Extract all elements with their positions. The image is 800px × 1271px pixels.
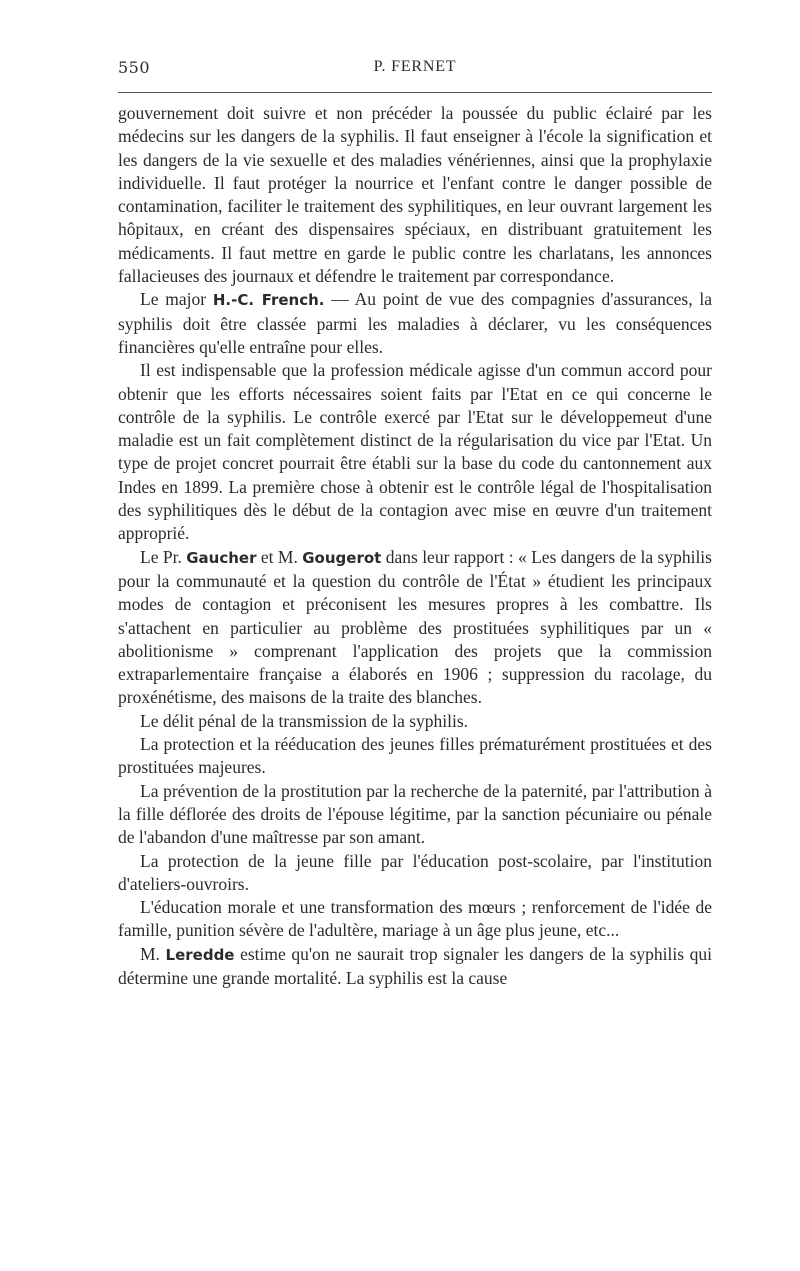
page-header <box>118 58 712 82</box>
paragraph: La protection et la rééducation des jeunes filles prématurément prostituées et des prostituées majeures. <box>118 734 712 778</box>
paragraph: Il est indispensable que la profession médicale agisse d'un commun accord pour obtenir que les efforts nécessaires soient faits par l'Etat en ce qui concerne le contrôle de la syphilis. Le contrôle exercé par l'Etat sur le développemeut d'une maladie est un fait complètement distinct de la régularisation du vice par l'Etat. Un type de projet concret pourrait être établi sur la base du code du cantonnement aux Indes en 1899. La première chose à obtenir est le contrôle légal de l'hospitalisation des syphilitiques dès le début de la contagion avec mise en œuvre d'un traitement approprié. <box>118 360 712 544</box>
running-title: P. FERNET <box>373 58 457 75</box>
paragraph-prefix: Le major <box>140 289 213 310</box>
speaker-name: Leredde <box>165 945 235 964</box>
speaker-name: Gougerot <box>302 548 382 567</box>
page-number: 550 <box>118 58 151 77</box>
paragraph <box>118 943 712 991</box>
paragraph-text: — Au point de vue des compagnies d'assurances, la syphilis doit être classée parmi les maladies à déclarer, vu les conséquences financières qu'elle entraîne pour elles. <box>118 289 712 357</box>
paragraph <box>118 546 712 710</box>
header-rule <box>118 92 712 93</box>
paragraph-text: estime qu'on ne saurait trop signaler les dangers de la syphilis qui détermine une grande mortalité. La syphilis est la cause <box>118 943 712 988</box>
paragraph <box>118 288 712 359</box>
paragraph-text: dans leur rapport : « Les dangers de la syphilis pour la communauté et la question du contrôle de l'État » étudient les principaux modes de contagion et préconisent les mesures propres à les combattre. Ils s'attachent en particulier au problème des prostituées syphilitiques par un « abolitionisme » comprenant l'application des projets que la commission extraparlementaire française a élaborés en 1906 ; suppression du racolage, du proxénétisme, des maisons de la traite des blanches. <box>118 546 712 708</box>
body-text <box>118 102 712 990</box>
speaker-name: H.-C. French. <box>212 291 325 310</box>
paragraph-conjunction: et M. <box>256 546 303 567</box>
paragraph: L'éducation morale et une transformation des mœurs ; renforcement de l'idée de famille, punition sévère de l'adultère, mariage à un âge plus jeune, etc... <box>118 897 712 941</box>
paragraph: Le délit pénal de la transmission de la syphilis. <box>140 710 469 731</box>
paragraph: La prévention de la prostitution par la recherche de la paternité, par l'attribution à la fille déflorée des droits de l'épouse légitime, par la sanction pécuniaire ou pénale de l'abandon d'une maîtresse par son amant. <box>118 780 712 848</box>
paragraph: gouvernement doit suivre et non précéder la poussée du public éclairé par les médecins sur les dangers de la syphilis. Il faut enseigner à l'école la signification et les dangers de la vie sexuelle et des maladies vénériennes, ainsi que la prophylaxie individuelle. Il faut protéger la nourrice et l'enfant contre le danger possible de contamination, faciliter le traitement des syphilitiques, en leur ouvrant largement les hôpitaux, en créant des dispensaires spéciaux, en distribuant gratuitement les médicaments. Il faut mettre en garde le public contre les charlatans, les annonces fallacieuses des journaux et défendre le traitement par correspondance. <box>118 103 712 287</box>
paragraph-prefix: M. <box>140 943 166 964</box>
paragraph: La protection de la jeune fille par l'éducation post-scolaire, par l'institution d'ateliers-ouvroirs. <box>118 850 712 894</box>
speaker-name: Gaucher <box>186 548 257 567</box>
paragraph-prefix: Le Pr. <box>140 546 187 567</box>
